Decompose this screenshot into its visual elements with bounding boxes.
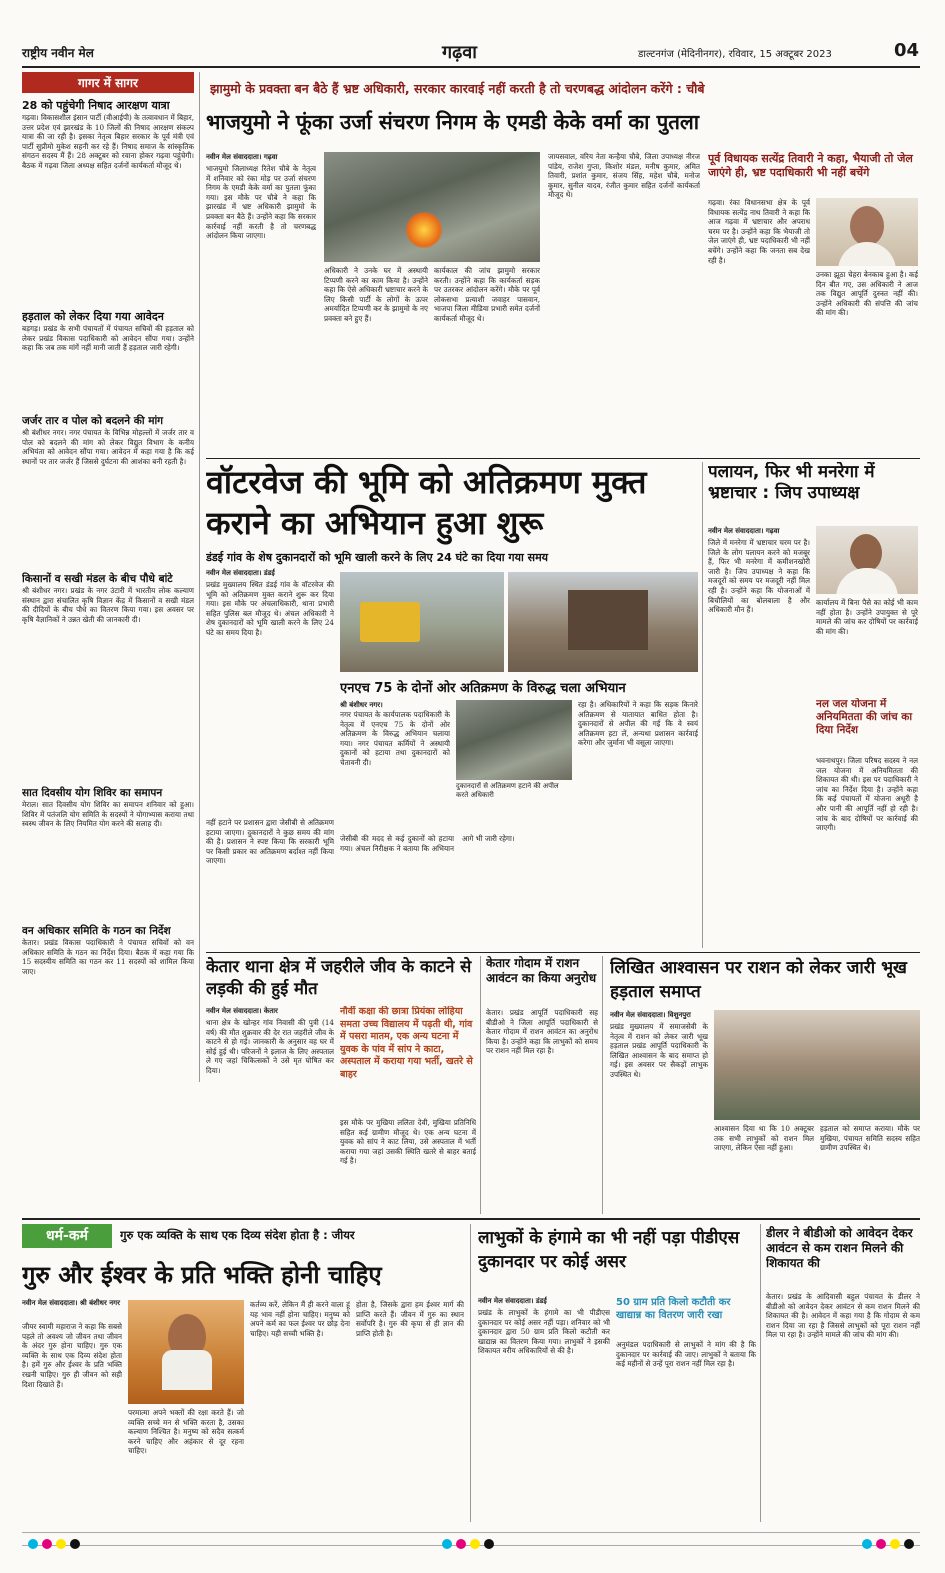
mnrega-dateline: नवीन मेल संवाददाता। गढ़वा bbox=[708, 526, 780, 535]
tiwari-photo bbox=[816, 198, 918, 266]
dharm-kicker: गुरु एक व्यक्ति के साथ एक दिव्य संदेश होता है : जीयर bbox=[120, 1228, 355, 1242]
mnrega-headline: पलायन, फिर भी मनरेगा में भ्रष्टाचार : जिप उपाध्यक्ष bbox=[708, 462, 875, 503]
hunger-headline: लिखित आश्वासन पर राशन को लेकर जारी भूख हड़ताल समाप्त bbox=[610, 958, 907, 1002]
effigy-body-3: कार्यकाल की जांच झामुमो सरकार करती। उन्होंने कहा कि कार्यकर्ता सड़क पर उतरकर आंदोलन करेंगे। मौके पर पूर्व लोकसभा प्रत्याशी जवाहर पासवान, भाजपा जिला मीडिया प्रभारी समेत दर्जनों कार्यकर्ता मौजूद थे। bbox=[434, 266, 540, 323]
divider-right bbox=[702, 462, 703, 948]
nh75-body-2: रहा है। अधिकारियों ने कहा कि सड़क किनारे अतिक्रमण से यातायात बाधित होता है। दुकानदारों से अपील की गई कि वे स्वयं अतिक्रमण हटा लें, अन्यथा प्रशासन कार्रवाई करेगा और जुर्माना भी वसूला जाएगा। bbox=[578, 700, 698, 748]
dateline: डाल्टनगंज (मेदिनीनगर), रविवार, 15 अक्टूबर 2023 bbox=[638, 49, 832, 60]
tiwari-headline: पूर्व विधायक सत्येंद्र तिवारी ने कहा, भैयाजी तो जेल जाएंगे ही, भ्रष्ट पदाधिकारी भी नहीं बचेंगे bbox=[708, 152, 913, 179]
dharm-photo bbox=[128, 1300, 244, 1404]
snakebite-headline: केतार थाना क्षेत्र में जहरीले जीव के काटने से लड़की की हुई मौत bbox=[206, 957, 472, 998]
page-number: 04 bbox=[894, 40, 920, 61]
encroach-dateline: नवीन मेल संवाददाता। डंडई bbox=[206, 568, 275, 577]
brief-headline-5: सात दिवसीय योग शिविर का समापन bbox=[22, 787, 163, 799]
swatch-black bbox=[70, 1539, 80, 1549]
pds-body-2: अनुमंडल पदाधिकारी से लाभुकों ने मांग की है कि दुकानदार पर कार्रवाई की जाए। लाभुकों ने बताया कि कई महीनों से उन्हें पूरा राशन नहीं मिल रहा है। bbox=[616, 1340, 756, 1369]
nh75-photo bbox=[456, 700, 572, 780]
effigy-body-2: अधिकारी ने उनके घर में अस्थायी टिप्पणी करने का काम किया है। उन्होंने कहा कि ऐसे अधिकारी भ्रष्टाचार करने के लिए किसी पार्टी के लोगों के ऊपर अमर्यादित टिप्पणी कर के झामुमो के नए प्रवक्ता बने हुए हैं। bbox=[324, 266, 428, 323]
mnrega-caption-body: कार्यालय में बिना पैसे का कोई भी काम नहीं होता है। उन्होंने उपायुक्त से पूरे मामले की जांच कर दोषियों पर कार्रवाई की मांग की। bbox=[816, 598, 918, 636]
effigy-headline: भाजयुमो ने फूंका उर्जा संचरण निगम के एमडी केके वर्मा का पुतला bbox=[206, 110, 700, 134]
footer-swatches-right bbox=[862, 1534, 918, 1553]
divider-dealer bbox=[760, 1224, 761, 1522]
pds-pullquote: 50 ग्राम प्रति किलो कटौती कर खाद्यान्न का वितरण जारी रखा bbox=[616, 1297, 731, 1321]
section-label-text: गागर में सागर bbox=[78, 76, 138, 90]
swatch-cyan bbox=[28, 1539, 38, 1549]
encroach-headline: वॉटरवेज की भूमि को अतिक्रमण मुक्त कराने का अभियान हुआ शुरू bbox=[206, 463, 647, 542]
dharm-body-2: परमात्मा अपने भक्तों की रक्षा करते हैं। जो व्यक्ति सच्चे मन से भक्ति करता है, उसका कल्याण निश्चित है। मनुष्य को सदैव सत्कर्म करने चाहिए और अहंकार से दूर रहना चाहिए। bbox=[128, 1408, 244, 1456]
brief-body-1: गढ़वा। विकासशील इंसान पार्टी (वीआईपी) के तत्वावधान में बिहार, उत्तर प्रदेश एवं झारखंड के 10 जिलों की निषाद आरक्षण संकल्प यात्रा की जा रही है। इसका नेतृत्व बिहार सरकार के पूर्व मंत्री एवं पार्टी सुप्रीमो मुकेश सहनी कर रहे हैं। निषाद समाज के सांस्कृतिक संगठन सदस्य मैं हैं। 28 अक्टूबर को रवाना होकर गढ़वा पहुंचेगी। बैठक में गढ़वा जिला अध्यक्ष सहित दर्जनों कार्यकर्ता मौजूद थे। bbox=[22, 113, 194, 170]
encroach-body-3: जेसीबी की मदद से कई दुकानों को हटाया गया। अंचल निरीक्षक ने बताया कि अभियान आगे भी जारी रहेगा। bbox=[340, 834, 515, 853]
dharm-label-text: धर्म-कर्म bbox=[46, 1228, 88, 1244]
tiwari-caption-body: उनका झूठा चेहरा बेनकाब हुआ है। कई दिन बीत गए, उस अधिकारी ने आज तक विद्युत आपूर्ति दुरुस्त नहीं की। उन्होंने अधिकारी की संपत्ति की जांच की मांग की। bbox=[816, 270, 918, 318]
swatch-magenta-3 bbox=[876, 1539, 886, 1549]
rule-1 bbox=[206, 458, 920, 459]
rule-3 bbox=[22, 1218, 920, 1220]
brief-body-6: केतार। प्रखंड विकास पदाधिकारी ने पंचायत सचिवों को वन अधिकार समिति के गठन का निर्देश दिया। बैठक में कहा गया कि 15 सदस्यीय समिति का गठन कर 11 सदस्यों को शामिल किया जाए। bbox=[22, 938, 194, 976]
dharm-body: जीयर स्वामी महाराज ने कहा कि सबसे पहले तो अवश्य जो जीवन तथा जीवन के अंदर गुरु होना चाहिए। गुरु एक व्यक्ति के साथ एक दिव्य संदेश होता है। हमें गुरु और ईश्वर के प्रति भक्ति रखनी चाहिए। गुरु ही जीवन को सही दिशा दिखाते हैं। bbox=[22, 1322, 122, 1389]
paper-name: राष्ट्रीय नवीन मेल bbox=[22, 46, 94, 60]
effigy-names: जायसवाल, वरिय नेता कन्हैया चौबे, जिला उपाध्यक्ष नीरज पांडेय, राजेश गुप्ता, किशोर मंडल, मनीष कुमार, अमित तिवारी, प्रशांत कुमार, संजय सिंह, महेश चौबे, मनोज कुमार, सुनील यादव, रंजीत कुमार सहित दर्जनों कार्यकर्ता मौजूद थे। bbox=[548, 152, 700, 200]
snakebite-dateline: नवीन मेल संवाददाता। केतार bbox=[206, 1006, 278, 1015]
tiwari-body: गढ़वा। रंका विधानसभा क्षेत्र के पूर्व विधायक सत्येंद्र नाथ तिवारी ने कहा कि आज गढ़वा में भ्रष्टाचार और अपराध चरम पर है। उन्होंने कहा कि भैयाजी तो जेल जाएंगे ही, भ्रष्ट पदाधिकारी भी नहीं बचेंगे। उन्होंने कहा कि जनता सब देख रही है। bbox=[708, 198, 810, 265]
dharm-body-3: कर्तव्य करें, लेकिन मैं ही करने वाला हूं यह भाव नहीं होना चाहिए। मनुष्य को अपने कर्म का फल ईश्वर पर छोड़ देना चाहिए। यही सच्ची भक्ति है। bbox=[250, 1300, 350, 1338]
mnrega-body: जिले में मनरेगा में भ्रष्टाचार चरम पर है। जिले के लोग पलायन करने को मजबूर हैं, फिर भी मनरेगा में कमीशनखोरी जारी है। जिप उपाध्यक्ष ने कहा कि मजदूरों को समय पर मजदूरी नहीं मिल रही है। उन्होंने कहा कि योजनाओं में बिचौलियों का बोलबाला है और अधिकारी मौन हैं। bbox=[708, 538, 810, 615]
swatch-yellow-2 bbox=[470, 1539, 480, 1549]
swatch-magenta-2 bbox=[456, 1539, 466, 1549]
mnrega-body-cont bbox=[708, 834, 810, 948]
dharm-body-4: होता है, जिसके द्वारा हम ईश्वर मार्ग की प्राप्ति करते हैं। जीवन में गुरु का स्थान सर्वोपरि है। गुरु की कृपा से ही ज्ञान की प्राप्ति होती है। bbox=[356, 1300, 464, 1338]
hunger-body: प्रखंड मुख्यालय में समाजसेवी के नेतृत्व में राशन को लेकर जारी भूख हड़ताल प्रखंड आपूर्ति पदाधिकारी के लिखित आश्वासन के बाद समाप्त हो गई। इस अवसर पर सैकड़ों लाभुक उपस्थित थे। bbox=[610, 1022, 708, 1079]
swatch-black-3 bbox=[904, 1539, 914, 1549]
nh75-headline: एनएच 75 के दोनों ओर अतिक्रमण के विरुद्ध चला अभियान bbox=[340, 681, 626, 696]
swatch-black-2 bbox=[484, 1539, 494, 1549]
left-column bbox=[22, 72, 194, 1082]
snakebite-body: थाना क्षेत्र के खोन्हर गांव निवासी की पुत्री (14 वर्ष) की मौत शुक्रवार की देर रात जहरीले जीव के काटने से हो गई। जानकारी के अनुसार वह घर में सोई हुई थी। परिजनों ने इलाज के लिए अस्पताल ले गए जहां चिकित्सकों ने उसे मृत घोषित कर दिया। bbox=[206, 1018, 334, 1075]
dharm-dateline: नवीन मेल संवाददाता। श्री बंशीधर नगर bbox=[22, 1298, 120, 1307]
nal-jal-body: भवनाथपुर। जिला परिषद सदस्य ने नल जल योजना में अनियमितता की शिकायत की थी। इस पर पदाधिकारी ने जांच का निर्देश दिया है। उन्होंने कहा कि कई पंचायतों में योजना अधूरी है और पानी की आपूर्ति नहीं हो रही है। जांच के बाद दोषियों पर कार्रवाई की जाएगी। bbox=[816, 756, 918, 833]
brief-headline-2: हड़ताल को लेकर दिया गया आवेदन bbox=[22, 310, 164, 323]
nh75-dateline: श्री बंशीधर नगर। bbox=[340, 700, 383, 709]
pds-dateline: नवीन मेल संवाददाता। डंडई bbox=[478, 1296, 547, 1305]
encroach-body: प्रखंड मुख्यालय स्थित डंडई गांव के वॉटरवेज की भूमि को अतिक्रमण मुक्त कराने शुरू कर दिया गया। इस मौके पर अंचलाधिकारी, थाना प्रभारी सहित पुलिस बल मौजूद थे। अंचल अधिकारी ने शेष दुकानदारों को भूमि खाली करने के लिए 24 घंटे का समय दिया है। bbox=[206, 580, 334, 637]
nal-jal-headline: नल जल योजना में अनियमितता की जांच का दिया निर्देश bbox=[816, 698, 913, 736]
brief-headline-3: जर्जर तार व पोल को बदलने की मांग bbox=[22, 415, 164, 427]
snakebite-body-2: इस मौके पर मुखिया ललिता देवी, मुखिया प्रतिनिधि सहित कई ग्रामीण मौजूद थे। एक अन्य घटना में युवक को सांप ने काट लिया, उसे अस्पताल में भर्ती कराया गया जहां उसकी स्थिति खतरे से बाहर बताई गई है। bbox=[340, 1118, 476, 1166]
hunger-caption: आश्वासन दिया था कि 10 अक्टूबर तक सभी लाभुकों को राशन मिल जाएगा, लेकिन ऐसा नहीं हुआ। bbox=[714, 1124, 814, 1153]
footer-swatches-left bbox=[28, 1534, 84, 1553]
hunger-photo bbox=[714, 1010, 920, 1120]
encroach-subhead: डंडई गांव के शेष दुकानदारों को भूमि खाली करने के लिए 24 घंटे का दिया गया समय bbox=[206, 551, 549, 564]
godown-headline: केतार गोदाम में राशन आवंटन का किया अनुरोध bbox=[486, 956, 597, 985]
brief-body-3: श्री बंशीधर नगर। नगर पंचायत के विभिन्न मोहल्लों में जर्जर तार व पोल को बदलने की मांग को लेकर विद्युत विभाग के कनीय अभियंता को आवेदन सौंपा गया। आवेदन में कहा गया है कि कई स्थानों पर तार जर्जर हैं जिससे दुर्घटना की आशंका बनी रहती है। bbox=[22, 428, 194, 466]
swatch-yellow bbox=[56, 1539, 66, 1549]
section-name: गढ़वा bbox=[442, 42, 477, 63]
nh75-body: नगर पंचायत के कार्यपालक पदाधिकारी के नेतृत्व में एनएच 75 के दोनों ओर अतिक्रमण के विरुद्ध अभियान चलाया गया। नगर पंचायत कर्मियों ने अस्थायी दुकानों को हटाया तथा दुकानदारों को चेतावनी दी। bbox=[340, 710, 450, 767]
encroach-photo-2 bbox=[508, 572, 698, 672]
divider-godown bbox=[480, 956, 481, 1214]
hunger-caption-2: हड़ताल को समाप्त कराया। मौके पर मुखिया, पंचायत समिति सदस्य सहित ग्रामीण उपस्थित थे। bbox=[820, 1124, 920, 1153]
brief-body-4: श्री बंशीधर नगर। प्रखंड के नगर उंटारी में भारतीय लोक कल्याण संस्थान द्वारा संचालित कृषि विज्ञान केंद्र में किसानों व सखी मंडल की दीदियों के बीच पौधे का वितरण किया गया। इस अवसर पर कृषि वैज्ञानिकों ने उन्नत खेती की जानकारी दी। bbox=[22, 586, 194, 624]
godown-body: केतार। प्रखंड आपूर्ति पदाधिकारी सह बीडीओ ने जिला आपूर्ति पदाधिकारी से केतार गोदाम में राशन आवंटन का अनुरोध किया है। उन्होंने कहा कि लाभुकों को समय पर राशन नहीं मिल रहा है। bbox=[486, 1008, 598, 1056]
swatch-magenta bbox=[42, 1539, 52, 1549]
swatch-cyan-3 bbox=[862, 1539, 872, 1549]
encroach-photo-1 bbox=[340, 572, 504, 672]
brief-body-2: बड़गड़। प्रखंड के सभी पंचायतों में पंचायत सचिवों की हड़ताल को लेकर प्रखंड विकास पदाधिकारी को आवेदन सौंपा गया। उन्होंने कहा कि जब तक मांगें नहीं मानी जाती हैं हड़ताल जारी रहेगी। bbox=[22, 324, 194, 353]
brief-body-5: मेराल। सात दिवसीय योग शिविर का समापन शनिवार को हुआ। शिविर में पतंजलि योग समिति के सदस्यों ने योगाभ्यास कराया तथा स्वस्थ जीवन के लिए नियमित योग करने की सलाह दी। bbox=[22, 800, 194, 829]
dharm-headline: गुरु और ईश्वर के प्रति भक्ति होनी चाहिए bbox=[22, 1261, 382, 1289]
swatch-yellow-3 bbox=[890, 1539, 900, 1549]
dealer-body: केतार। प्रखंड के आदिवासी बहुल पंचायत के डीलर ने बीडीओ को आवेदन देकर आवंटन से कम राशन मिलने की शिकायत की है। आवेदन में कहा गया है कि गोदाम से कम राशन दिया जा रहा है जिससे लाभुकों को पूरा राशन नहीं मिल पा रहा है। उन्होंने मामले की जांच की मांग की। bbox=[766, 1292, 920, 1340]
pds-body: प्रखंड के लाभुकों के हंगामे का भी पीडीएस दुकानदार पर कोई असर नहीं पड़ा। शनिवार को भी दुकानदार द्वारा 50 ग्राम प्रति किलो कटौती कर खाद्यान्न का वितरण किया गया। लाभुकों ने इसकी शिकायत वरीय अधिकारियों से की है। bbox=[478, 1308, 610, 1356]
footer-bar bbox=[22, 1532, 920, 1546]
divider-pds bbox=[470, 1224, 471, 1522]
encroach-body-2: नहीं हटाने पर प्रशासन द्वारा जेसीबी से अतिक्रमण हटाया जाएगा। दुकानदारों ने कुछ समय की मांग की है। प्रशासन ने स्पष्ट किया कि सरकारी भूमि पर किसी प्रकार का अतिक्रमण बर्दाश्त नहीं किया जाएगा। bbox=[206, 818, 334, 866]
brief-headline-4: किसानों व सखी मंडल के बीच पौधे बांटे bbox=[22, 573, 173, 585]
snakebite-pullquote: नौवीं कक्षा की छात्रा प्रियंका लोहिया समता उच्च विद्यालय में पढ़ती थी, गांव में पसरा मातम, एक अन्य घटना में युवक के पांव में सांप ने काटा, अस्पताल में कराया गया भर्ती, खतरे से बाहर bbox=[340, 1006, 473, 1080]
effigy-dateline: नवीन मेल संवाददाता। गढ़वा bbox=[206, 152, 278, 161]
column-divider bbox=[199, 72, 200, 1082]
footer-swatches-center bbox=[442, 1534, 498, 1553]
mnrega-photo bbox=[816, 526, 918, 594]
masthead bbox=[22, 40, 922, 66]
nh75-photo-caption: दुकानदारों से अतिक्रमण हटाने की अपील करते अधिकारी bbox=[456, 782, 559, 799]
effigy-photo bbox=[324, 152, 540, 262]
dealer-headline: डीलर ने बीडीओ को आवेदन देकर आवंटन से कम राशन मिलने की शिकायत की bbox=[766, 1226, 913, 1270]
brief-headline-6: वन अधिकार समिति के गठन का निर्देश bbox=[22, 925, 171, 937]
effigy-body: भाजयुमो जिलाध्यक्ष रितेश चौबे के नेतृत्व में शनिवार को रंका मोड़ पर उर्जा संचरण निगम के एमडी केके वर्मा का पुतला फूंका गया। इस मौके पर चौबे ने कहा कि झारखंड में भ्रष्ट अधिकारी झामुमो के प्रवक्ता बन बैठे हैं। उन्होंने कहा कि सरकार कार्रवाई नहीं करती है तो चरणबद्ध आंदोलन किया जाएगा। bbox=[206, 164, 316, 241]
hunger-dateline: नवीन मेल संवाददाता। विशुनपुरा bbox=[610, 1010, 691, 1019]
rule-2 bbox=[206, 952, 920, 953]
dharm-label bbox=[22, 1224, 112, 1248]
nh75-box bbox=[340, 678, 698, 830]
masthead-rule bbox=[22, 66, 920, 68]
section-label-gagar bbox=[22, 72, 194, 93]
divider-hunger bbox=[602, 956, 603, 1214]
brief-headline-1: 28 को पहुंचेगी निषाद आरक्षण यात्रा bbox=[22, 99, 170, 112]
swatch-cyan-2 bbox=[442, 1539, 452, 1549]
pds-headline: लाभुकों के हंगामे का भी नहीं पड़ा पीडीएस दुकानदार पर कोई असर bbox=[478, 1228, 740, 1272]
banner-quote: झामुमो के प्रवक्ता बन बैठे हैं भ्रष्ट अधिकारी, सरकार कारवाई नहीं करती है तो चरणबद्ध आंदोलन करेंगे : चौबे bbox=[210, 81, 705, 96]
